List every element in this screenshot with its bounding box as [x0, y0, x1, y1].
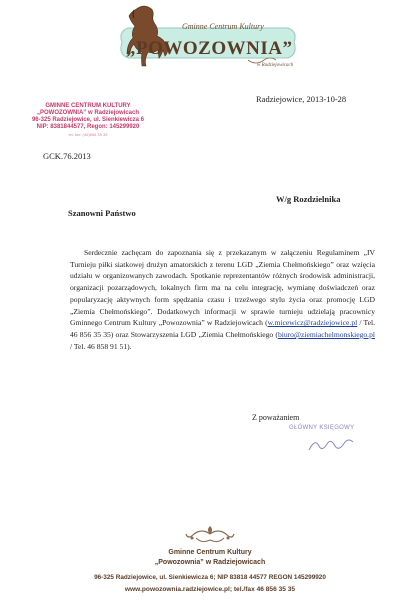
letter-date: Radziejowice, 2013-10-28 [256, 94, 347, 104]
email-link-micewicz[interactable]: w.micewicz@radziejowice.pl [267, 318, 358, 328]
reference-number: GCK.76.2013 [43, 151, 91, 161]
stamp-line-2: „POWOZOWNIA” w Radziejowicach [36, 110, 139, 116]
footer-address: 96-325 Radziejowice, ul. Sienkiewicza 6; NIP 83818 44577 REGON 145299920 [94, 574, 326, 581]
organization-stamp [28, 103, 148, 138]
logo-name: „POWOZOWNIA” [126, 38, 293, 59]
stamp-line-1: GMINNE CENTRUM KULTURY [45, 103, 131, 109]
ornament-icon [184, 522, 236, 546]
stamp-line-4: NIP: 8381844577, Regon: 145299920 [36, 124, 140, 130]
body-text-part-3: / Tel. 46 858 91 51). [70, 341, 132, 351]
closing: Z poważaniem [252, 413, 300, 422]
stamp-line-3: 96-325 Radziejowice, ul. Sienkiewicza 6 [31, 117, 145, 123]
stamp-line-5: tel. fax: (46)856 35 35 [68, 132, 108, 137]
body-paragraph [70, 247, 375, 352]
recipient: W/g Rozdzielnika [276, 194, 341, 204]
logo-place: w Radziejowicach [257, 63, 294, 68]
letter-body [70, 247, 375, 352]
body-text-part-2: / Tel. 46 856 35 35) oraz Stowarzyszenia LGD „Ziemia Chełmońskiego ( [70, 318, 375, 339]
body-text-part-1: Serdecznie zachęcam do zapoznania się z przekazanym w załączeniu Regulaminem „IV Turnieju piłki siatkowej drużyn amatorskich z terenu LGD „Ziemia Chełmońskiego” oraz wzięcia udziału w organizowanych zawodach. Spotkanie reprezentantów różnych środowisk administracji, organizacji pozarządowych, lokalnych firm ma na celu integrację, wymianę doświadczeń oraz popularyzację aktywnych form spędzania czasu i trzeźwego stylu życia oraz promocję LGD „Ziemia Chełmońskiego”. Dodatkowych informacji w sprawie turnieju udzielają pracownicy Gminnego Centrum Kultury „Powozownia” w Radziejowicach ( [70, 248, 375, 328]
email-link-lgd[interactable]: biuro@ziemiachelmonskiego.pl [277, 329, 375, 339]
handwritten-signature [307, 436, 357, 456]
footer-org-name: Gminne Centrum Kultury [168, 549, 252, 556]
logo-org-line: Gminne Centrum Kultury [182, 22, 264, 31]
footer-org-place: „Powozownia” w Radziejowicach [154, 559, 266, 566]
footer-contact: www.powozownia.radziejowice.pl; tel./fax 46 856 35 35 [124, 586, 296, 593]
signature-title-stamp: GŁÓWNY KSIĘGOWY [289, 425, 355, 431]
greeting: Szanowni Państwo [68, 208, 136, 218]
